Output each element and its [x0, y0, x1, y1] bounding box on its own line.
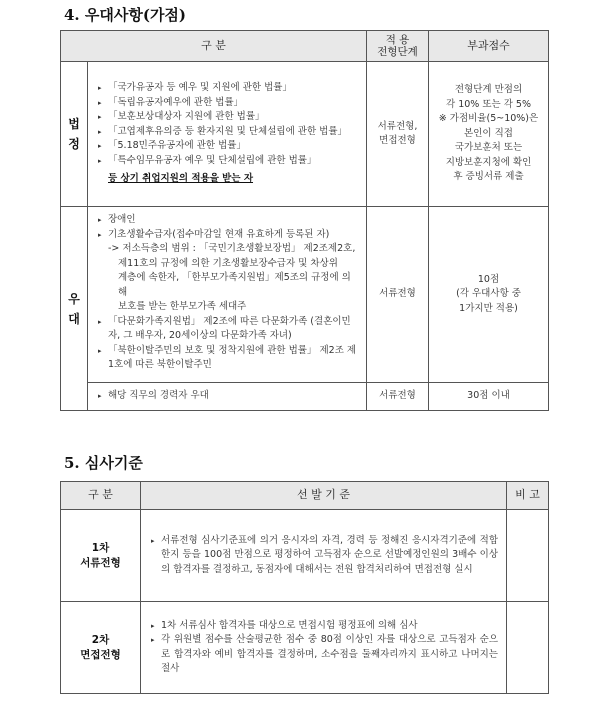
preference-table — [60, 30, 549, 411]
row-label-preference: 우 대 — [61, 207, 88, 411]
table-row-experience — [61, 383, 549, 411]
header-stage: 적 용 전형단계 — [367, 31, 429, 62]
header-remarks: 비 고 — [507, 482, 549, 510]
list-item: ▸ 기초생활수급자(접수마감일 현재 유효하게 등록된 자) -> 저소득층의 범위 : 「국민기초생활보장법」 제2조제2호, 제11호의 규정에 의한 기초생활보장수급자 및 차상위 계층에 속한자, 「한부모가족지원법」제5조의 규정에 의해 보호를 받는 한부모가족 세대주 — [98, 228, 358, 315]
criteria-interview — [141, 602, 507, 694]
list-item: ▸ 「국가유공자 등 예우 및 지원에 관한 법률」 — [98, 81, 358, 96]
table-header-row — [61, 482, 549, 510]
legal-note: 등 상기 취업지원의 적용을 받는 자 — [108, 173, 254, 185]
experience-cell — [88, 383, 367, 411]
list-item: ▸ 각 위원별 점수를 산술평균한 점수 중 80점 이상인 자를 대상으로 고득점자 순으로 합격자와 예비 합격자를 결정하며, 소수점을 둘째자리까지 표시하고 나머지는 절사 — [151, 633, 498, 677]
preference-stage: 서류전형 — [367, 207, 429, 383]
row-label-legal: 법 정 — [61, 62, 88, 207]
list-item: ▸ 「보훈보상대상자 지원에 관한 법률」 — [98, 110, 358, 125]
section-5-title: 5. 심사기준 — [64, 454, 143, 472]
remarks-interview — [507, 602, 549, 694]
screening-criteria-table — [60, 481, 549, 694]
experience-points: 30점 이내 — [429, 383, 549, 411]
list-item: ▸ 해당 직무의 경력자 우대 — [98, 389, 358, 404]
list-item: ▸ 서류전형 심사기준표에 의거 응시자의 자격, 경력 등 정해진 응시자격기준에 적합한지 등을 100점 만점으로 평정하여 고득점자 순으로 선발예정인원의 3배수 이상의 합격자를 결정하고, 동점자에 대해서는 전원 합격처리하여 면접전형 실시 — [151, 534, 498, 578]
header-category: 구 분 — [61, 31, 367, 62]
list-item: ▸ 「독립유공자예우에 관한 법률」 — [98, 96, 358, 111]
experience-stage: 서류전형 — [367, 383, 429, 411]
list-item: ▸ 장애인 — [98, 213, 358, 228]
row-label-document: 1차 서류전형 — [61, 510, 141, 602]
legal-points: 전형단계 만점의 각 10% 또는 각 5% ※ 가점비율(5~10%)은 본인이 직접 국가보훈처 또는 지방보훈지청에 확인 후 증빙서류 제출 — [429, 62, 549, 207]
table-row — [61, 510, 549, 602]
preference-points: 10점 (각 우대사항 중 1가지만 적용) — [429, 207, 549, 383]
header-category: 구 분 — [61, 482, 141, 510]
table-row — [61, 602, 549, 694]
header-criteria: 선 발 기 준 — [141, 482, 507, 510]
sub-description: -> 저소득층의 범위 : 「국민기초생활보장법」 제2조제2호, 제11호의 규정에 의한 기초생활보장수급자 및 차상위 계층에 속한자, 「한부모가족지원법」제5조의 규정에 의해 보호를 받는 한부모가족 세대주 — [108, 243, 356, 312]
remarks-document — [507, 510, 549, 602]
section-4-title: 4. 우대사항(가점) — [64, 6, 187, 24]
row-label-interview: 2차 면접전형 — [61, 602, 141, 694]
legal-items-cell — [88, 62, 367, 207]
legal-stage: 서류전형, 면접전형 — [367, 62, 429, 207]
header-points: 부과점수 — [429, 31, 549, 62]
criteria-document — [141, 510, 507, 602]
list-item: ▸ 1차 서류심사 합격자를 대상으로 면접시험 평정표에 의해 심사 — [151, 619, 498, 634]
table-header-row — [61, 31, 549, 62]
list-item: ▸ 「특수임무유공자 예우 및 단체설립에 관한 법률」 — [98, 154, 358, 169]
list-item: ▸ 「다문화가족지원법」 제2조에 따른 다문화가족 (결혼이민자, 그 배우자, 20세이상의 다문화가족 자녀) — [98, 315, 358, 344]
list-item: ▸ 「5.18민주유공자에 관한 법률」 — [98, 139, 358, 154]
table-row-preference — [61, 207, 549, 383]
list-item: ▸ 「고엽제후유의증 등 환자지원 및 단체설립에 관한 법률」 — [98, 125, 358, 140]
list-item: ▸ 「북한이탈주민의 보호 및 정착지원에 관한 법률」 제2조 제1호에 따른 북한이탈주민 — [98, 344, 358, 373]
preference-items-cell — [88, 207, 367, 383]
table-row-legal — [61, 62, 549, 207]
